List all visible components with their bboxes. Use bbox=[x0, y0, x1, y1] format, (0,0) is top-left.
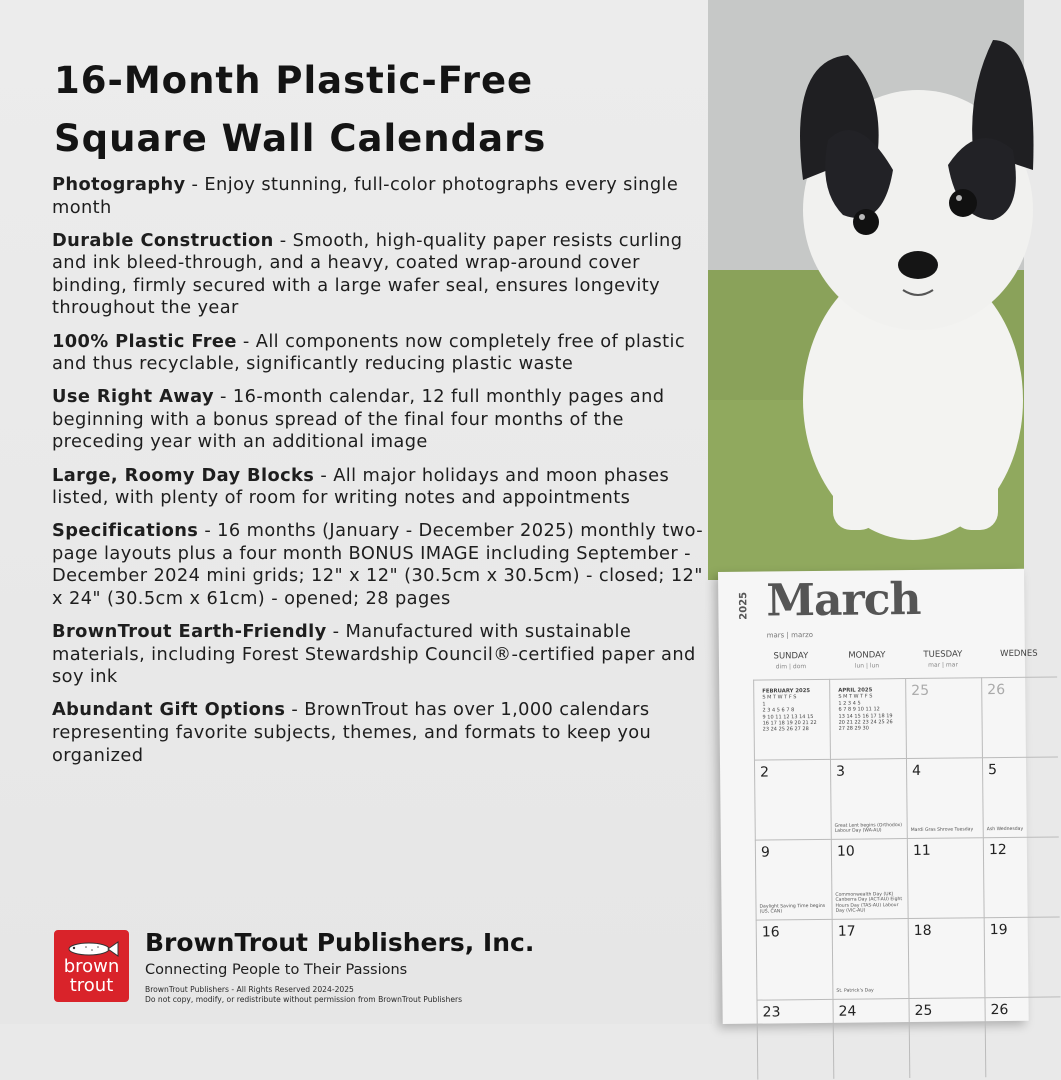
calendar-cell bbox=[984, 916, 1061, 997]
calendar-cell bbox=[832, 998, 909, 1079]
calendar-cell bbox=[755, 839, 832, 920]
day-name: SUNDAY bbox=[773, 651, 809, 662]
holiday-note: Great Lent begins (Orthodox) Labour Day (WA-AU) bbox=[834, 822, 903, 835]
calendar-year: 2025 bbox=[738, 591, 750, 620]
calendar-cell bbox=[831, 838, 908, 919]
title-line-2: Square Wall Calendars bbox=[54, 117, 547, 160]
feature-text: - 16 months (January - December 2025) monthly two-page layouts plus a four month BONUS IMAGE including September - December 2024 mini grids; 12" x 12" (30.5cm x 30.5cm) - closed; 12" x 24" (30.5cm x 61cm) - opened; 28 pages bbox=[52, 520, 704, 609]
calendar-cell bbox=[756, 999, 833, 1080]
calendar-cell bbox=[908, 917, 985, 998]
feature-item bbox=[52, 621, 707, 689]
feature-item bbox=[52, 230, 707, 320]
mini-head: S M T W T F S bbox=[838, 693, 873, 701]
holiday-note: Daylight Saving Time begins (US, CAN) bbox=[759, 903, 826, 915]
feature-item bbox=[52, 520, 707, 610]
logo-word-brown: brown bbox=[63, 956, 120, 977]
calendar-month-translations: mars | marzo bbox=[766, 631, 814, 640]
publisher-name: BrownTrout Publishers, Inc. bbox=[145, 928, 535, 957]
calendar-cell bbox=[829, 678, 906, 759]
feature-title: Specifications bbox=[52, 520, 199, 542]
day-header-wednesday bbox=[981, 648, 1057, 677]
day-header-monday bbox=[829, 650, 905, 679]
calendar-cell bbox=[830, 758, 907, 839]
feature-text: - Smooth, high-quality paper resists curling and ink bleed-through, and a heavy, coated wrap-around cover binding, firmly secured with a large wafer seal, ensures longevity throughout the year bbox=[52, 229, 683, 319]
page-title bbox=[54, 52, 704, 168]
march-calendar-page bbox=[718, 569, 1038, 1024]
calendar-cell bbox=[982, 756, 1059, 837]
mini-row: 2 3 4 5 6 7 8 bbox=[762, 707, 795, 714]
logo-word-trout: trout bbox=[69, 975, 114, 996]
day-header-sunday bbox=[753, 651, 829, 680]
day-number: 4 bbox=[912, 762, 922, 779]
day-number: 25 bbox=[914, 1002, 933, 1019]
feature-item bbox=[52, 465, 707, 510]
feature-title: Durable Construction bbox=[52, 229, 274, 251]
day-number: 24 bbox=[838, 1003, 857, 1020]
day-number: 23 bbox=[762, 1004, 781, 1021]
day-number: 18 bbox=[913, 922, 932, 939]
day-number: 16 bbox=[761, 924, 780, 941]
day-name: TUESDAY bbox=[923, 649, 963, 660]
calendar-cell bbox=[756, 919, 833, 1000]
feature-text: - All major holidays and moon phases listed, with plenty of room for writing notes and appointments bbox=[52, 464, 670, 509]
feature-title: Photography bbox=[52, 174, 186, 195]
holiday-note: Ash Wednesday bbox=[986, 827, 1024, 833]
day-number: 19 bbox=[989, 921, 1008, 939]
puppy-photo bbox=[708, 0, 1024, 580]
mini-head: S M T W T F S bbox=[762, 694, 797, 701]
feature-item bbox=[52, 331, 707, 376]
mini-row: 1 bbox=[762, 701, 766, 708]
feature-text: - 16-month calendar, 12 full monthly pages and beginning with a bonus spread of the final four months of the preceding year with an additional image bbox=[52, 386, 665, 453]
mini-row: 20 21 22 23 24 25 26 bbox=[838, 719, 893, 726]
mini-row: 27 28 29 30 bbox=[838, 725, 869, 733]
rights-notice bbox=[145, 985, 462, 1005]
mini-row: 23 24 25 26 27 28 bbox=[762, 726, 809, 733]
day-number: 26 bbox=[987, 682, 1006, 699]
feature-item bbox=[52, 174, 707, 219]
browntrout-logo bbox=[54, 930, 129, 1002]
feature-text: - Enjoy stunning, full-color photographs every single month bbox=[52, 174, 679, 218]
feature-title: BrownTrout Earth-Friendly bbox=[52, 621, 327, 643]
day-number: 5 bbox=[988, 762, 998, 779]
feature-item bbox=[52, 386, 707, 454]
rights-line-2: Do not copy, modify, or redistribute without permission from BrownTrout Publishers bbox=[145, 995, 463, 1004]
mini-row: 16 17 18 19 20 21 22 bbox=[762, 720, 817, 727]
puppy-illustration bbox=[708, 0, 1024, 580]
mini-row: 1 2 3 4 5 bbox=[838, 700, 861, 707]
day-name-sub: dim | dom bbox=[775, 663, 807, 671]
holiday-note: Mardi Gras Shrove Tuesday bbox=[910, 827, 974, 834]
day-name-sub: lun | lun bbox=[854, 662, 880, 670]
feature-title: 100% Plastic Free bbox=[52, 330, 237, 352]
calendar-cell bbox=[908, 997, 985, 1078]
day-number: 11 bbox=[912, 842, 931, 859]
day-name-sub: mar | mar bbox=[928, 661, 958, 669]
holiday-note: St. Patrick's Day bbox=[836, 988, 874, 995]
day-number: 25 bbox=[911, 682, 930, 699]
day-name: WEDNES bbox=[1000, 648, 1038, 660]
holiday-note: Commonwealth Day (UK) Canberra Day (ACT-AU) Eight Hours Day (TAS-AU) Labour Day (VIC-AU) bbox=[835, 891, 903, 915]
mini-calendar-february bbox=[762, 688, 817, 733]
day-number: 10 bbox=[836, 843, 855, 860]
day-number: 9 bbox=[760, 844, 770, 861]
feature-title: Use Right Away bbox=[52, 386, 214, 408]
feature-text: - Manufactured with sustainable materials, including Forest Stewardship Council®-certified paper and soy ink bbox=[52, 621, 696, 688]
day-number: 26 bbox=[990, 1001, 1009, 1019]
day-number: 17 bbox=[837, 923, 856, 940]
calendar-cell bbox=[905, 677, 982, 758]
day-number: 3 bbox=[836, 763, 846, 780]
calendar-cell bbox=[984, 996, 1061, 1077]
mini-calendar-april bbox=[838, 687, 893, 732]
day-number: 2 bbox=[760, 764, 770, 781]
mini-row: 9 10 11 12 13 14 15 bbox=[762, 713, 814, 721]
calendar-cell bbox=[907, 837, 984, 918]
calendar-cell bbox=[832, 918, 909, 999]
brand-footer bbox=[54, 928, 704, 1018]
calendar-grid bbox=[753, 648, 1053, 1021]
mini-title: APRIL 2025 bbox=[838, 687, 873, 694]
day-header-tuesday bbox=[905, 649, 981, 678]
feature-title: Large, Roomy Day Blocks bbox=[52, 464, 315, 486]
feature-list bbox=[52, 174, 707, 778]
calendar-month: March bbox=[766, 573, 921, 627]
rights-line-1: BrownTrout Publishers - All Rights Reserved 2024-2025 bbox=[145, 985, 354, 994]
calendar-cell bbox=[981, 676, 1058, 757]
publisher-tagline: Connecting People to Their Passions bbox=[145, 962, 408, 978]
calendar-cell bbox=[753, 679, 830, 760]
mini-row: 13 14 15 16 17 18 19 bbox=[838, 712, 893, 720]
day-name: MONDAY bbox=[848, 650, 886, 661]
title-line-1: 16-Month Plastic-Free bbox=[54, 59, 534, 102]
feature-item bbox=[52, 699, 707, 767]
calendar-cell bbox=[906, 757, 983, 838]
calendar-cell bbox=[754, 759, 831, 840]
day-name-sub bbox=[981, 660, 1057, 661]
feature-title: Abundant Gift Options bbox=[52, 699, 286, 721]
feature-text: - All components now completely free of plastic and thus recyclable, significantly reducing plastic waste bbox=[52, 330, 686, 375]
day-number: 12 bbox=[988, 841, 1007, 859]
mini-title: FEBRUARY 2025 bbox=[762, 688, 811, 695]
mini-row: 6 7 8 9 10 11 12 bbox=[838, 706, 880, 713]
feature-text: - BrownTrout has over 1,000 calendars representing favorite subjects, themes, and formats to keep you organized bbox=[52, 699, 652, 766]
calendar-cell bbox=[983, 836, 1060, 917]
